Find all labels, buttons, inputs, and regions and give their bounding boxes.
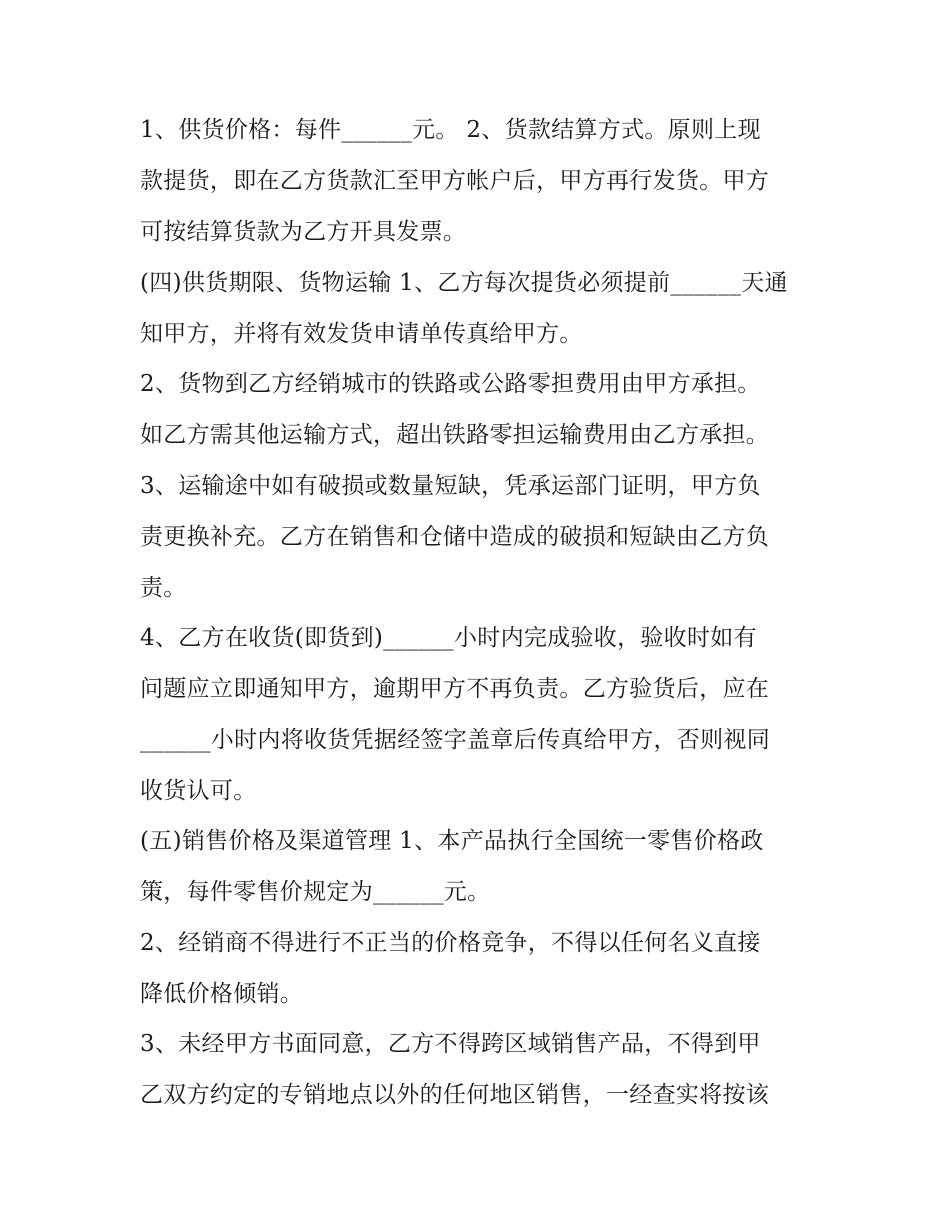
text-line: (四)供货期限、货物运输 1、乙方每次提货必须提前______天通 [140, 270, 788, 296]
text-line: 如乙方需其他运输方式，超出铁路零担运输费用由乙方承担。 [140, 422, 770, 448]
text-line: 3、未经甲方书面同意，乙方不得跨区域销售产品，不得到甲 [140, 1031, 761, 1057]
text-line: 可按结算货款为乙方开具发票。 [140, 219, 467, 245]
text-line: 款提货，即在乙方货款汇至甲方帐户后，甲方再行发货。甲方 [140, 168, 770, 194]
text-line: 知甲方，并将有效发货申请单传真给甲方。 [140, 321, 583, 347]
text-line: (五)销售价格及渠道管理 1、本产品执行全国统一零售价格政 [140, 828, 764, 854]
text-line: 2、经销商不得进行不正当的价格竞争，不得以任何名义直接 [140, 930, 761, 956]
text-line: 2、货物到乙方经销城市的铁路或公路零担费用由甲方承担。 [140, 371, 761, 397]
text-line: 1、供货价格：每件______元。 2、货款结算方式。原则上现 [140, 117, 761, 143]
text-line: 4、乙方在收货(即货到)______小时内完成验收，验收时如有 [140, 625, 757, 651]
text-line: 3、运输途中如有破损或数量短缺，凭承运部门证明，甲方负 [140, 473, 761, 499]
text-line: ______小时内将收货凭据经签字盖章后传真给甲方，否则视同 [140, 727, 770, 753]
text-line: 收货认可。 [140, 778, 257, 804]
text-line: 乙双方约定的专销地点以外的任何地区销售，一经查实将按该 [140, 1082, 770, 1108]
text-line: 降低价格倾销。 [140, 981, 304, 1007]
text-line: 问题应立即通知甲方，逾期甲方不再负责。乙方验货后，应在 [140, 676, 770, 702]
text-line: 策，每件零售价规定为______元。 [140, 879, 491, 905]
text-line: 责更换补充。乙方在销售和仓储中造成的破损和短缺由乙方负 [140, 524, 770, 550]
text-line: 责。 [140, 575, 187, 601]
